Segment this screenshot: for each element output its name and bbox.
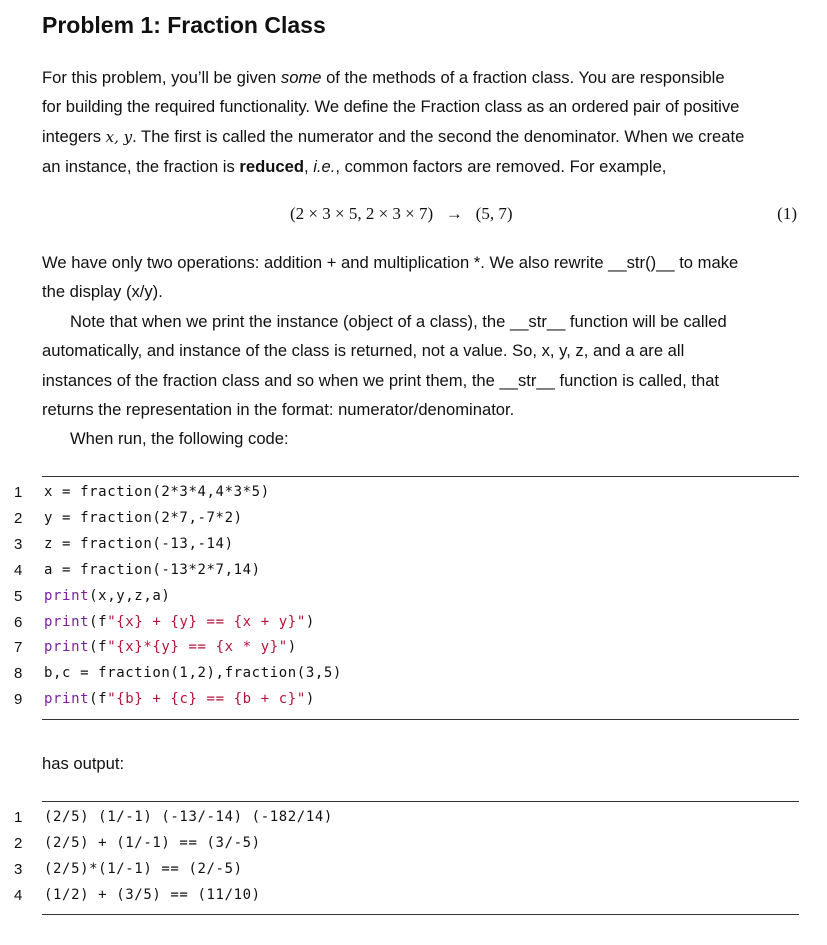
note-paragraph (42, 307, 799, 453)
intro-line-2: for building the required functionality. We define the Fraction class as an ordered pair of positive (42, 97, 740, 117)
code-token: a = fraction(-13*2*7,14) (44, 561, 261, 578)
note-line-1: Note that when we print the instance (object of a class), the __str__ function will be called (70, 312, 727, 331)
line-number: 3 (14, 535, 23, 553)
ops-line-2: the display (x/y). (42, 282, 163, 302)
line-number: 6 (14, 613, 23, 631)
code-string: "{x}*{y} == {x * y}" (107, 639, 288, 656)
output-top-rule (42, 801, 799, 802)
code-text (44, 588, 170, 604)
code-token: (f (89, 691, 108, 708)
code-top-rule (42, 476, 799, 477)
code-token: ) (287, 639, 297, 656)
code-text (44, 510, 243, 526)
code-token: y = fraction(2*7,-7*2) (44, 509, 243, 526)
note-line-4: returns the representation in the format: numerator/denominator. (42, 399, 515, 419)
equation-1 (42, 200, 799, 230)
bold-reduced: reduced (239, 156, 304, 176)
line-number: 5 (14, 587, 23, 605)
page-title: Problem 1: Fraction Class (42, 12, 326, 38)
line-number: 8 (14, 665, 23, 683)
code-keyword: print (44, 639, 90, 656)
code-keyword: print (44, 587, 90, 604)
emphasis-some: some (280, 68, 322, 87)
code-token: x = fraction(2*3*4,4*3*5) (44, 484, 270, 500)
code-text (44, 639, 297, 655)
line-number: 2 (14, 509, 23, 527)
intro-text: For this problem, you’ll be given (42, 68, 281, 87)
intro-line-1 (42, 63, 799, 92)
code-token: (f (89, 639, 108, 656)
has-output-text: has output: (42, 754, 125, 773)
line-number: 1 (14, 809, 23, 826)
note-line-2: automatically, and instance of the class is returned, not a value. So, x, y, z, and a are all (42, 341, 685, 361)
equation-number: (1) (777, 204, 797, 223)
code-text (44, 484, 270, 500)
intro-line-4 (42, 152, 799, 181)
line-number: 9 (14, 691, 23, 709)
code-text (44, 562, 261, 578)
equation-body: (2 × 3 × 5, 2 × 3 × 7) → (5, 7) (290, 204, 513, 223)
code-token: ) (305, 613, 315, 630)
line-number: 7 (14, 639, 23, 657)
code-token: (x,y,z,a) (89, 587, 171, 604)
output-text: (2/5) + (1/-1) == (3/-5) (44, 834, 261, 851)
when-run-text: When run, the following code: (70, 429, 289, 449)
line-number: 3 (14, 860, 23, 878)
code-text (44, 691, 315, 707)
intro-text: . The first is called the numerator and the second the denominator. When we create (132, 126, 745, 146)
line-number: 4 (14, 561, 23, 579)
code-bottom-rule (42, 719, 799, 720)
line-number: 2 (14, 834, 23, 852)
code-keyword: print (44, 691, 90, 708)
code-token: (f (89, 613, 108, 630)
line-number: 1 (14, 484, 23, 501)
output-text: (2/5) (1/-1) (-13/-14) (-182/14) (44, 809, 333, 825)
code-string: "{b} + {c} == {b + c}" (107, 691, 306, 708)
intro-paragraph (42, 63, 799, 181)
output-text: (2/5)*(1/-1) == (2/-5) (44, 860, 243, 877)
code-text (44, 536, 234, 552)
intro-text: integers (42, 126, 106, 146)
code-token: z = fraction(-13,-14) (44, 535, 234, 552)
intro-text: , common factors are removed. For example, (335, 156, 667, 176)
output-text: (1/2) + (3/5) == (11/10) (44, 886, 261, 903)
intro-text: , (303, 156, 314, 176)
operations-paragraph (42, 248, 799, 307)
code-string: "{x} + {y} == {x + y}" (107, 613, 306, 630)
code-token: b,c = fraction(1,2),fraction(3,5) (44, 665, 342, 682)
line-number: 4 (14, 886, 23, 904)
code-token: ) (305, 691, 315, 708)
emphasis-ie: i.e. (313, 156, 336, 176)
intro-line-3 (42, 122, 799, 152)
code-text (44, 665, 342, 681)
code-keyword: print (44, 613, 90, 630)
ops-line-1: We have only two operations: addition + and multiplication *. We also rewrite __str()__ to make (42, 253, 739, 272)
code-text (44, 614, 315, 630)
intro-text: an instance, the fraction is (42, 156, 240, 176)
intro-text: of the methods of a fraction class. You are responsible (321, 68, 725, 87)
note-line-3: instances of the fraction class and so when we print them, the __str__ function is called, that (42, 370, 720, 390)
output-bottom-rule (42, 914, 799, 915)
math-xy: x, y (105, 127, 133, 146)
